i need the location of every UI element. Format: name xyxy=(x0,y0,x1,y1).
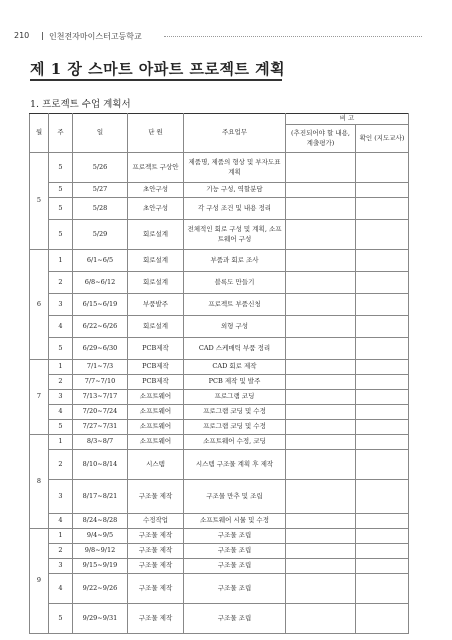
chapter-underline xyxy=(30,79,282,81)
week-cell: 4 xyxy=(49,574,73,604)
date-cell: 5/27 xyxy=(73,183,128,198)
header-divider xyxy=(42,32,43,40)
table-body xyxy=(30,114,409,634)
table-row xyxy=(30,574,409,604)
month-cell: 5 xyxy=(30,153,49,250)
unit-cell: 구조물 제작 xyxy=(128,574,184,604)
section-title: 1. 프로젝트 수업 계획서 xyxy=(30,99,131,110)
unit-cell: 회로설계 xyxy=(128,272,184,294)
remarks-confirm-cell xyxy=(356,480,409,514)
table-row xyxy=(30,316,409,338)
task-cell: 블록도 만들기 xyxy=(184,272,286,294)
table-row xyxy=(30,272,409,294)
remarks-content-cell xyxy=(286,375,356,390)
task-cell: 프로그램 코딩 및 수정 xyxy=(184,405,286,420)
unit-cell: 구조물 제작 xyxy=(128,480,184,514)
date-cell: 9/22~9/26 xyxy=(73,574,128,604)
table-row xyxy=(30,360,409,375)
task-cell: 프로그램 코딩 xyxy=(184,390,286,405)
remarks-confirm-cell xyxy=(356,604,409,634)
week-cell: 3 xyxy=(49,480,73,514)
unit-cell: 시스템 xyxy=(128,450,184,480)
remarks-content-cell xyxy=(286,435,356,450)
task-cell: CAD 회로 제작 xyxy=(184,360,286,375)
remarks-confirm-cell xyxy=(356,544,409,559)
table-row xyxy=(30,480,409,514)
remarks-content-cell xyxy=(286,338,356,360)
remarks-confirm-cell xyxy=(356,574,409,604)
table-row xyxy=(30,220,409,250)
header-remarks-confirm: 확인 (지도교사) xyxy=(356,125,409,153)
remarks-content-cell xyxy=(286,574,356,604)
remarks-content-cell xyxy=(286,405,356,420)
week-cell: 3 xyxy=(49,390,73,405)
week-cell: 4 xyxy=(49,405,73,420)
task-cell: 소프트웨어 시뮬 및 수정 xyxy=(184,514,286,529)
task-cell: 시스템 구조물 계획 후 제작 xyxy=(184,450,286,480)
remarks-confirm-cell xyxy=(356,559,409,574)
task-cell: 구조물 조립 xyxy=(184,529,286,544)
table-row xyxy=(30,405,409,420)
week-cell: 4 xyxy=(49,316,73,338)
table-row xyxy=(30,294,409,316)
remarks-confirm-cell xyxy=(356,360,409,375)
remarks-confirm-cell xyxy=(356,529,409,544)
date-cell: 7/20~7/24 xyxy=(73,405,128,420)
month-cell: 7 xyxy=(30,360,49,435)
table-row xyxy=(30,250,409,272)
chapter-title: 제 1 장 스마트 아파트 프로젝트 계획 xyxy=(30,60,286,78)
week-cell: 2 xyxy=(49,375,73,390)
date-cell: 7/1~7/3 xyxy=(73,360,128,375)
remarks-confirm-cell xyxy=(356,316,409,338)
table-row xyxy=(30,529,409,544)
task-cell: 프로그램 코딩 및 수정 xyxy=(184,420,286,435)
task-cell: 구조물 조립 xyxy=(184,559,286,574)
unit-cell: 회로설계 xyxy=(128,316,184,338)
remarks-confirm-cell xyxy=(356,294,409,316)
date-cell: 6/29~6/30 xyxy=(73,338,128,360)
week-cell: 1 xyxy=(49,250,73,272)
week-cell: 5 xyxy=(49,420,73,435)
table-row xyxy=(30,198,409,220)
task-cell: 각 구성 조건 및 내용 정리 xyxy=(184,198,286,220)
remarks-content-cell xyxy=(286,450,356,480)
date-cell: 8/3~8/7 xyxy=(73,435,128,450)
table-row xyxy=(30,544,409,559)
unit-cell: 프로젝트 구상안 xyxy=(128,153,184,183)
header-date: 일 xyxy=(73,114,128,153)
unit-cell: 구조물 제작 xyxy=(128,604,184,634)
date-cell: 6/22~6/26 xyxy=(73,316,128,338)
week-cell: 1 xyxy=(49,360,73,375)
date-cell: 9/29~9/31 xyxy=(73,604,128,634)
week-cell: 5 xyxy=(49,198,73,220)
month-cell: 6 xyxy=(30,250,49,360)
week-cell: 2 xyxy=(49,544,73,559)
week-cell: 5 xyxy=(49,153,73,183)
remarks-content-cell xyxy=(286,220,356,250)
project-plan-table xyxy=(29,113,409,634)
table-row xyxy=(30,338,409,360)
table-row xyxy=(30,375,409,390)
table-row xyxy=(30,390,409,405)
table-row xyxy=(30,153,409,183)
week-cell: 1 xyxy=(49,529,73,544)
date-cell: 8/24~8/28 xyxy=(73,514,128,529)
task-cell: CAD 스케매틱 부품 정리 xyxy=(184,338,286,360)
date-cell: 6/1~6/5 xyxy=(73,250,128,272)
remarks-content-cell xyxy=(286,514,356,529)
date-cell: 7/7~7/10 xyxy=(73,375,128,390)
unit-cell: 회로설계 xyxy=(128,220,184,250)
table-row xyxy=(30,604,409,634)
date-cell: 6/15~6/19 xyxy=(73,294,128,316)
remarks-confirm-cell xyxy=(356,390,409,405)
task-cell: 프로젝트 부품신청 xyxy=(184,294,286,316)
date-cell: 5/28 xyxy=(73,198,128,220)
remarks-content-cell xyxy=(286,529,356,544)
remarks-content-cell xyxy=(286,294,356,316)
week-cell: 4 xyxy=(49,514,73,529)
remarks-content-cell xyxy=(286,183,356,198)
unit-cell: 소프트웨어 xyxy=(128,405,184,420)
month-cell: 9 xyxy=(30,529,49,634)
week-cell: 1 xyxy=(49,435,73,450)
week-cell: 5 xyxy=(49,604,73,634)
task-cell: 소프트웨어 수정, 코딩 xyxy=(184,435,286,450)
date-cell: 8/10~8/14 xyxy=(73,450,128,480)
remarks-content-cell xyxy=(286,250,356,272)
task-cell: PCB 제작 및 발주 xyxy=(184,375,286,390)
date-cell: 9/8~9/12 xyxy=(73,544,128,559)
remarks-content-cell xyxy=(286,420,356,435)
unit-cell: 소프트웨어 xyxy=(128,420,184,435)
unit-cell: 회로설계 xyxy=(128,250,184,272)
week-cell: 3 xyxy=(49,559,73,574)
header-remarks-content: (추진되어야 할 내용, 계출평가) xyxy=(286,125,356,153)
remarks-content-cell xyxy=(286,604,356,634)
header-unit: 단 원 xyxy=(128,114,184,153)
date-cell: 5/29 xyxy=(73,220,128,250)
task-cell: 외형 구성 xyxy=(184,316,286,338)
table-row xyxy=(30,514,409,529)
date-cell: 9/15~9/19 xyxy=(73,559,128,574)
unit-cell: 구조물 제작 xyxy=(128,544,184,559)
unit-cell: 소프트웨어 xyxy=(128,390,184,405)
remarks-content-cell xyxy=(286,272,356,294)
remarks-confirm-cell xyxy=(356,250,409,272)
week-cell: 2 xyxy=(49,450,73,480)
header-task: 주요업무 xyxy=(184,114,286,153)
remarks-confirm-cell xyxy=(356,338,409,360)
table-row xyxy=(30,435,409,450)
week-cell: 5 xyxy=(49,220,73,250)
remarks-content-cell xyxy=(286,390,356,405)
date-cell: 5/26 xyxy=(73,153,128,183)
week-cell: 5 xyxy=(49,183,73,198)
page-number: 210 xyxy=(14,31,30,40)
week-cell: 2 xyxy=(49,272,73,294)
date-cell: 8/17~8/21 xyxy=(73,480,128,514)
remarks-confirm-cell xyxy=(356,375,409,390)
remarks-confirm-cell xyxy=(356,405,409,420)
remarks-confirm-cell xyxy=(356,183,409,198)
remarks-content-cell xyxy=(286,153,356,183)
header-remarks: 비 고 xyxy=(286,114,409,125)
table-row xyxy=(30,420,409,435)
table-row xyxy=(30,183,409,198)
week-cell: 5 xyxy=(49,338,73,360)
date-cell: 6/8~6/12 xyxy=(73,272,128,294)
remarks-content-cell xyxy=(286,316,356,338)
unit-cell: PCB제작 xyxy=(128,338,184,360)
task-cell: 전체적인 회로 구성 및 계획, 소프트웨어 구성 xyxy=(184,220,286,250)
unit-cell: 구조물 제작 xyxy=(128,559,184,574)
table-row xyxy=(30,450,409,480)
remarks-confirm-cell xyxy=(356,435,409,450)
remarks-confirm-cell xyxy=(356,514,409,529)
remarks-confirm-cell xyxy=(356,153,409,183)
header-dotted-rule xyxy=(164,36,422,37)
unit-cell: PCB제작 xyxy=(128,375,184,390)
school-name: 인천전자마이스터고등학교 xyxy=(49,32,142,41)
task-cell: 구조물 조립 xyxy=(184,574,286,604)
unit-cell: 수정작업 xyxy=(128,514,184,529)
task-cell: 구조물 조립 xyxy=(184,604,286,634)
date-cell: 7/13~7/17 xyxy=(73,390,128,405)
remarks-content-cell xyxy=(286,559,356,574)
unit-cell: 소프트웨어 xyxy=(128,435,184,450)
unit-cell: 부품발주 xyxy=(128,294,184,316)
header-week: 주 xyxy=(49,114,73,153)
remarks-content-cell xyxy=(286,480,356,514)
week-cell: 3 xyxy=(49,294,73,316)
header-month: 월 xyxy=(30,114,49,153)
unit-cell: 초안구성 xyxy=(128,183,184,198)
remarks-confirm-cell xyxy=(356,198,409,220)
remarks-confirm-cell xyxy=(356,450,409,480)
remarks-content-cell xyxy=(286,544,356,559)
task-cell: 기능 구성, 역할분담 xyxy=(184,183,286,198)
unit-cell: PCB제작 xyxy=(128,360,184,375)
table-row xyxy=(30,559,409,574)
remarks-confirm-cell xyxy=(356,420,409,435)
page-header xyxy=(14,30,410,44)
unit-cell: 구조물 제작 xyxy=(128,529,184,544)
remarks-confirm-cell xyxy=(356,272,409,294)
month-cell: 8 xyxy=(30,435,49,529)
remarks-confirm-cell xyxy=(356,220,409,250)
task-cell: 제품명, 제품의 형상 및 부자도표 계획 xyxy=(184,153,286,183)
task-cell: 구조물 조립 xyxy=(184,544,286,559)
date-cell: 7/27~7/31 xyxy=(73,420,128,435)
task-cell: 구조물 만추 및 조립 xyxy=(184,480,286,514)
remarks-content-cell xyxy=(286,198,356,220)
task-cell: 부품과 회로 조사 xyxy=(184,250,286,272)
date-cell: 9/4~9/5 xyxy=(73,529,128,544)
remarks-content-cell xyxy=(286,360,356,375)
unit-cell: 초안구성 xyxy=(128,198,184,220)
